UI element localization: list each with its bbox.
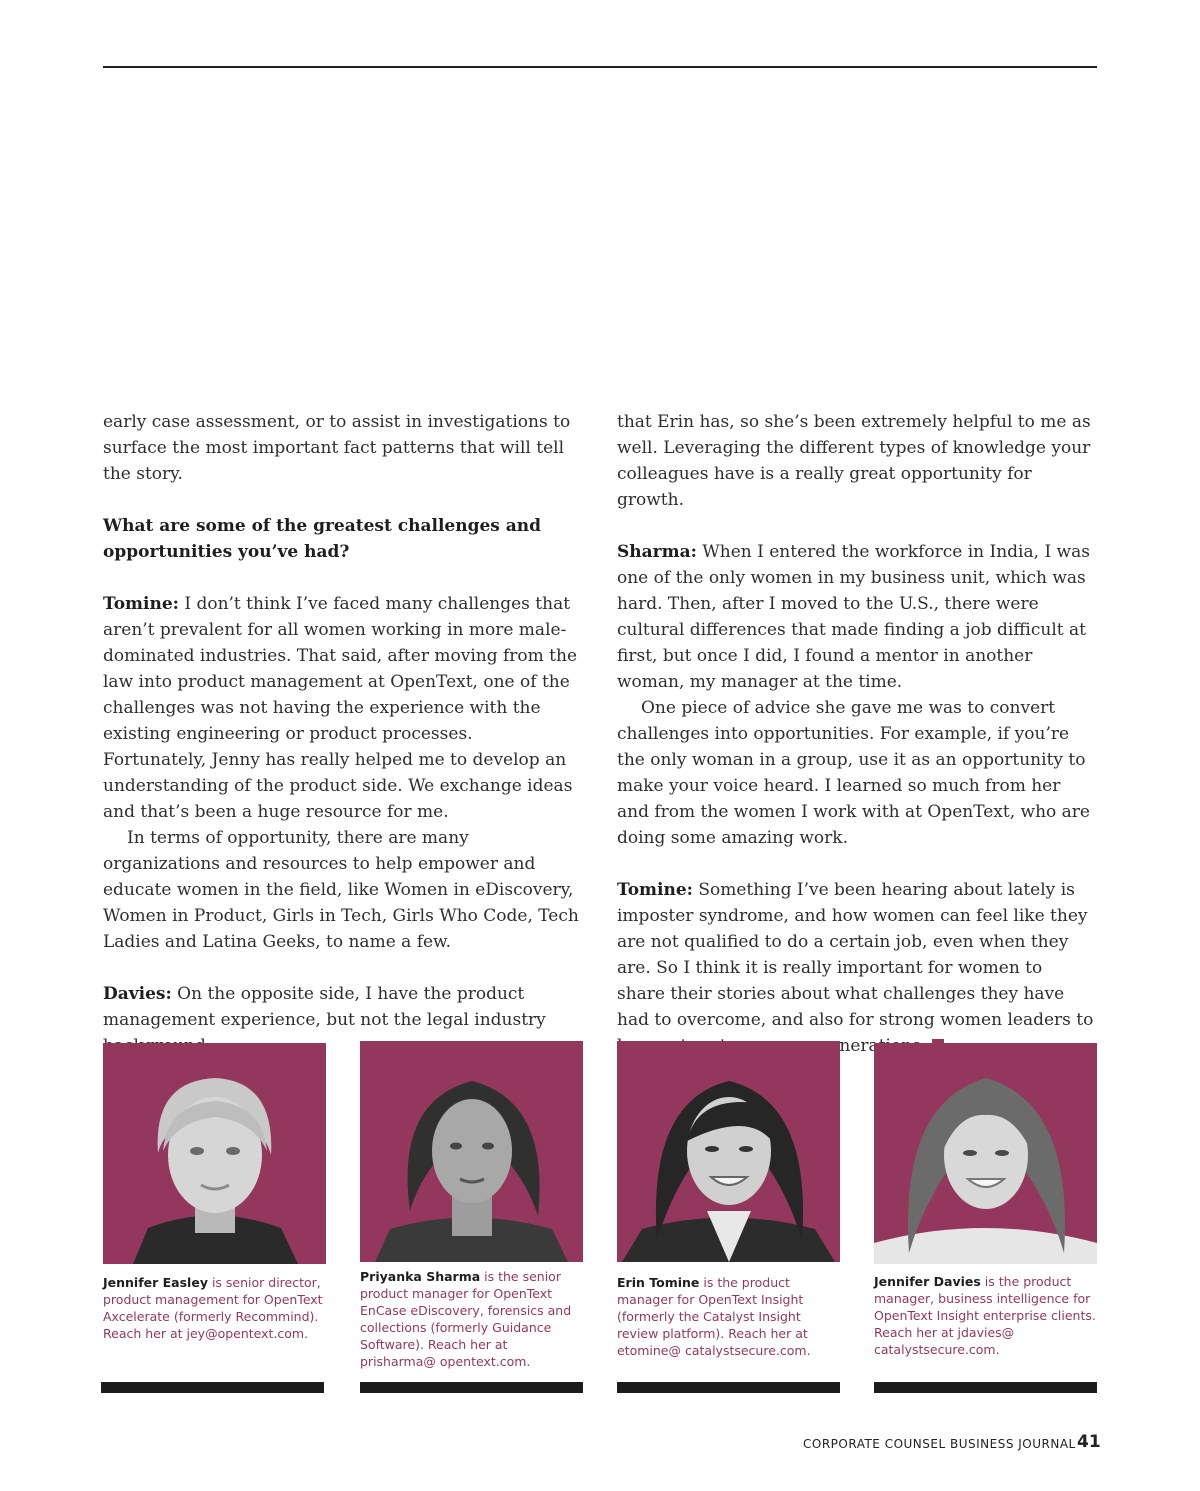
article-column-left [103, 409, 581, 1059]
profile-bio: is the senior product manager for OpenText EnCase eDiscovery, forensics and collections (formerly Guidance Software). Reach her at prisharma@ opentext.com. [360, 1269, 572, 1369]
speaker-label: Davies: [103, 984, 172, 1004]
profile-name: Priyanka Sharma [360, 1269, 481, 1284]
paragraph [103, 591, 581, 825]
portrait-photo-davies [874, 1043, 1097, 1264]
answer-text: On the opposite side, I have the product management experience, but not the legal industry [103, 984, 546, 1030]
profile-caption [360, 1268, 586, 1370]
page-number: 41 [1077, 1432, 1101, 1452]
divider-bar [101, 1382, 324, 1393]
paragraph: that Erin has, so she’s been extremely helpful to me as well. Leveraging the different types of knowledge your colleagues have is a really great opportunity for growth. [617, 412, 1091, 510]
article-column-right [617, 409, 1095, 1059]
answer-text: Something I’ve been hearing about lately is imposter syndrome, and how women can feel like they are not qualified to do a certain job, even when they are. So I think it is really important for women to share their stories about what challenges they have had to overcome, and also for strong women leaders to generations. [617, 880, 1094, 1056]
speaker-label: Tomine: [103, 594, 179, 614]
profile-name: Jennifer Easley [103, 1275, 208, 1290]
profile-bio: is the product manager for OpenText Insight (formerly the Catalyst Insight review platform). Reach her at etomine@ catalystsecure.com. [617, 1275, 811, 1358]
paragraph: early case assessment, or to assist in investigations to surface the most important fact patterns that will tell the story. [103, 412, 571, 484]
paragraph [617, 877, 1095, 1059]
divider-bar [360, 1382, 583, 1393]
speaker-label: Sharma: [617, 542, 697, 562]
divider-bar [874, 1382, 1097, 1393]
profile-caption [103, 1274, 329, 1342]
divider-bar [617, 1382, 840, 1393]
portrait-photo-easley [103, 1043, 326, 1264]
speaker-label: Tomine: [617, 880, 693, 900]
interview-question: What are some of the greatest challenges and opportunities you’ve had? [103, 516, 542, 562]
paragraph: In terms of opportunity, there are many organizations and resources to help empower and educate women in the field, like Women in eDiscovery, Women in Product, Girls in Tech, Girls Who Code, Tech Ladies and Latina Geeks, to name a few. [103, 828, 579, 952]
profile-caption [617, 1274, 843, 1359]
paragraph [617, 539, 1095, 695]
top-rule [103, 66, 1097, 68]
profile-bio: is the product manager, business intelligence for OpenText Insight enterprise clients. Reach her at jdavies@ catalystsecure.com. [874, 1274, 1096, 1357]
profile-bio: is senior director, product management for OpenText Axcelerate (formerly Recommind). Reach her at jey@opentext.com. [103, 1275, 323, 1341]
answer-text: I don’t think I’ve faced many challenges that aren’t prevalent for all women working in more male-dominated industries. That said, after moving from the law into product management at OpenText, one of the challenges was not having the experience with the existing engineering or product processes. Fortunately, Jenny has really helped me to develop an understanding of the product side. We exchange ideas and that’s been a huge resource for me. [103, 594, 578, 822]
profile-name: Jennifer Davies [874, 1274, 981, 1289]
publication-name: CORPORATE COUNSEL BUSINESS JOURNAL [803, 1437, 1076, 1451]
profile-name: Erin Tomine [617, 1275, 700, 1290]
answer-text: When I entered the workforce in India, I was one of the only women in my business unit, which was hard. Then, after I moved to the U.S., there were cultural differences that made finding a job difficult at first, but once I did, I found a mentor in another woman, my manager at the time. [617, 542, 1090, 692]
profile-caption [874, 1273, 1100, 1358]
portrait-photo-sharma [360, 1041, 583, 1262]
paragraph: One piece of advice she gave me was to convert challenges into opportunities. For example, if you’re the only woman in a group, use it as an opportunity to make your voice heard. I learned so much from her and from the women I work with at OpenText, who are doing some amazing work. [617, 698, 1090, 848]
portrait-photo-tomine [617, 1041, 840, 1262]
